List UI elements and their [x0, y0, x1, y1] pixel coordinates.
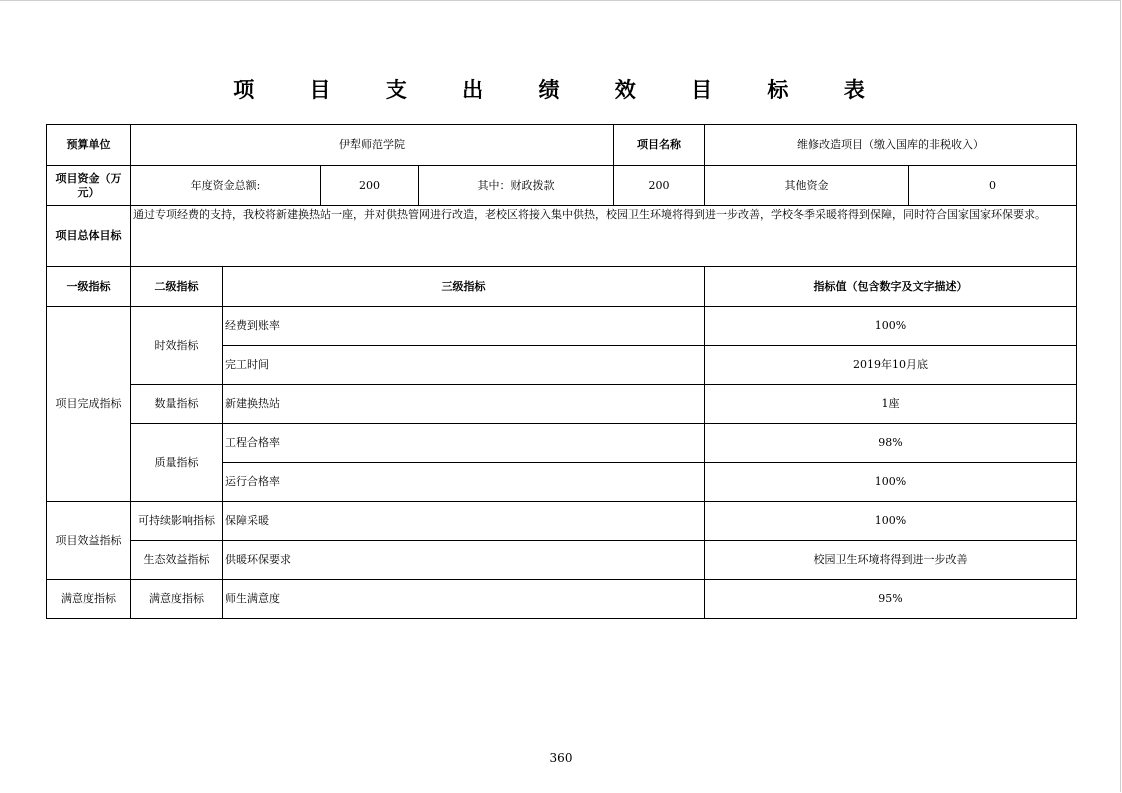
indicator-name: 师生满意度 — [223, 580, 705, 619]
table-row — [47, 502, 1077, 541]
indicator-value: 100% — [705, 463, 1077, 502]
table-row — [47, 424, 1077, 463]
column-header-level1: 一级指标 — [47, 267, 131, 307]
indicator-name: 完工时间 — [223, 346, 705, 385]
table-row — [47, 541, 1077, 580]
budget-unit-value: 伊犁师范学院 — [131, 125, 614, 166]
indicator-value: 100% — [705, 307, 1077, 346]
budget-unit-label: 预算单位 — [47, 125, 131, 166]
indicator-name: 运行合格率 — [223, 463, 705, 502]
group-project-benefit: 项目效益指标 — [47, 502, 131, 580]
column-header-value: 指标值（包含数字及文字描述） — [705, 267, 1077, 307]
project-name-value: 维修改造项目（缴入国库的非税收入） — [705, 125, 1077, 166]
indicator-value: 校园卫生环境将得到进一步改善 — [705, 541, 1077, 580]
indicator-value: 2019年10月底 — [705, 346, 1077, 385]
fiscal-allocation-value: 200 — [614, 166, 705, 206]
project-name-label: 项目名称 — [614, 125, 705, 166]
indicator-value: 1座 — [705, 385, 1077, 424]
subgroup-sustainable: 可持续影响指标 — [131, 502, 223, 541]
indicator-name: 工程合格率 — [223, 424, 705, 463]
overall-goal-label: 项目总体目标 — [47, 206, 131, 267]
overall-goal-text: 通过专项经费的支持，我校将新建换热站一座，并对供热管网进行改造，老校区将接入集中供热，校园卫生环境将得到进一步改善，学校冬季采暖将得到保障，同时符合国家国家环保要求。 — [131, 206, 1077, 267]
annual-total-label: 年度资金总额: — [131, 166, 321, 206]
other-funds-value: 0 — [909, 166, 1077, 206]
indicator-name: 保障采暖 — [223, 502, 705, 541]
subgroup-satisfaction: 满意度指标 — [131, 580, 223, 619]
page-number: 360 — [549, 751, 573, 765]
subgroup-quality: 质量指标 — [131, 424, 223, 502]
page-title: 项 目 支 出 绩 效 目 标 表 — [233, 78, 889, 102]
indicator-value: 100% — [705, 502, 1077, 541]
subgroup-quantity: 数量指标 — [131, 385, 223, 424]
group-project-completion: 项目完成指标 — [47, 307, 131, 502]
column-header-level2: 二级指标 — [131, 267, 223, 307]
fiscal-allocation-label: 其中：财政拨款 — [419, 166, 614, 206]
annual-total-value: 200 — [321, 166, 419, 206]
indicator-name: 供暖环保要求 — [223, 541, 705, 580]
group-satisfaction: 满意度指标 — [47, 580, 131, 619]
subgroup-timeliness: 时效指标 — [131, 307, 223, 385]
column-header-level3: 三级指标 — [223, 267, 705, 307]
indicator-name: 经费到账率 — [223, 307, 705, 346]
indicator-value: 95% — [705, 580, 1077, 619]
other-funds-label: 其他资金 — [705, 166, 909, 206]
subgroup-ecological: 生态效益指标 — [131, 541, 223, 580]
indicator-value: 98% — [705, 424, 1077, 463]
table-row — [47, 580, 1077, 619]
project-funds-label: 项目资金（万元） — [47, 166, 131, 206]
performance-target-table — [46, 124, 1077, 619]
indicator-name: 新建换热站 — [223, 385, 705, 424]
table-row — [47, 385, 1077, 424]
table-row — [47, 307, 1077, 346]
